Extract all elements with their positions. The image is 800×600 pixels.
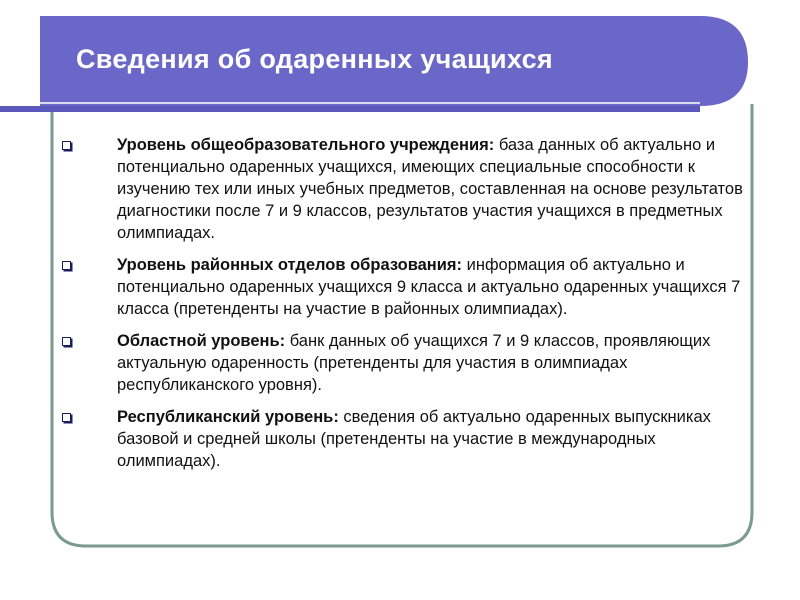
- square-bullet-icon: [62, 337, 71, 346]
- bullet-list: [60, 134, 750, 482]
- item-term: Уровень районных отделов образования:: [117, 256, 463, 274]
- list-item: [60, 134, 750, 244]
- item-text: сведения об актуально одаренных выпускниках базовой и средней школы (претенденты на участие в международных олимпиадах).: [117, 408, 711, 470]
- square-bullet-icon: [62, 261, 71, 270]
- list-item: [60, 406, 750, 472]
- item-text: банк данных об учащихся 7 и 9 классов, проявляющих актуальную одаренность (претенденты для участия в олимпиадах республиканского уровня).: [117, 332, 711, 394]
- item-text: база данных об актуально и потенциально одаренных учащихся, имеющих специальные способности к изучению тех или иных учебных предметов, составленная на основе результатов диагностики после 7 и 9 классов, результатов участия учащихся в предметных олимпиадах.: [117, 136, 743, 242]
- square-bullet-icon: [62, 413, 71, 422]
- item-term: Республиканский уровень:: [117, 408, 339, 426]
- square-bullet-icon: [62, 141, 71, 150]
- item-term: Уровень общеобразовательного учреждения:: [117, 136, 495, 154]
- title-stripe: [0, 106, 700, 112]
- list-item: [60, 254, 750, 320]
- item-text: информация об актуально и потенциально одаренных учащихся 9 класса и актуально одаренных учащихся 7 класса (претенденты на участие в районных олимпиадах).: [117, 256, 741, 318]
- slide-title: Сведения об одаренных учащихся: [76, 44, 553, 74]
- item-term: Областной уровень:: [117, 332, 286, 350]
- list-item: [60, 330, 750, 396]
